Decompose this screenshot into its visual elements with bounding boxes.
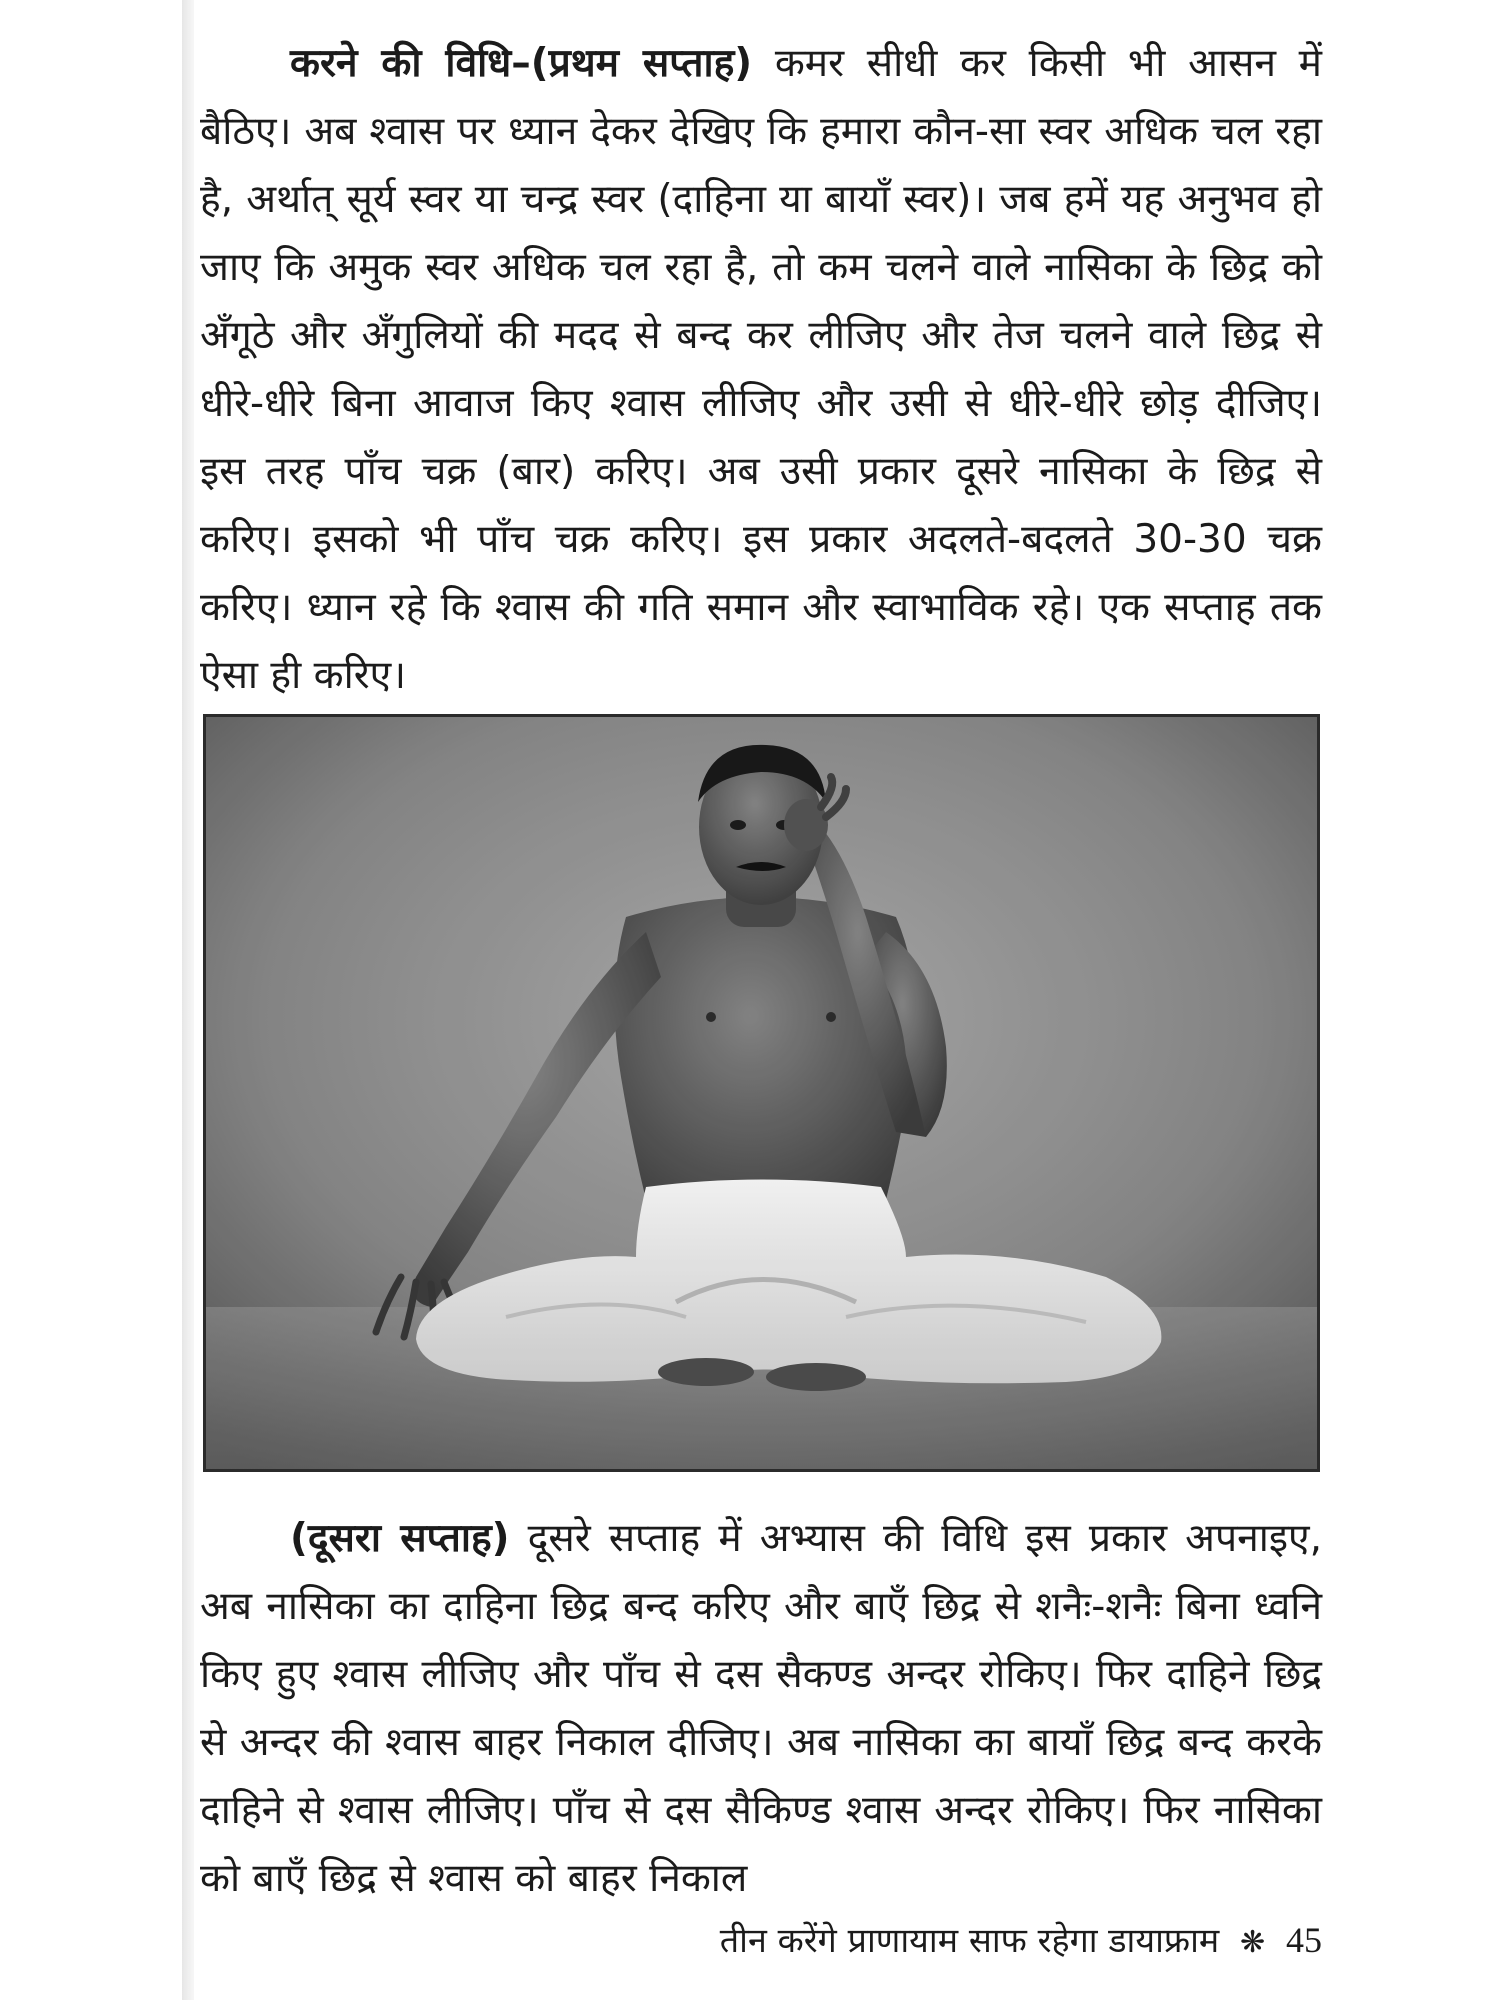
- paragraph-lead-heading: करने की विधि–(प्रथम सप्ताह): [290, 41, 753, 86]
- paragraph-body-text: दूसरे सप्ताह में अभ्यास की विधि इस प्रकार अपनाइए, अब नासिका का दाहिना छिद्र बन्द करिए और बाएँ छिद्र से शनैः-शनैः बिना ध्वनि किए हुए श्वास लीजिए और पाँच से दस सैकण्ड अन्दर रोकिए। फिर दाहिने छिद्र से अन्दर की श्वास बाहर निकाल दीजिए। अब नासिका का बायाँ छिद्र बन्द करके दाहिने से श्वास लीजिए। पाँच से दस सैकिण्ड श्वास अन्दर रोकिए। फिर नासिका को बाएँ छिद्र से श्वास को बाहर निकाल: [200, 1516, 1322, 1901]
- running-footer-title: तीन करेंगे प्राणायाम साफ रहेगा डायाफ्राम: [719, 1921, 1220, 1961]
- page-number: 45: [1286, 1920, 1322, 1960]
- seated-man-pranayama-illustration: [206, 717, 1317, 1469]
- paragraph-body-text: कमर सीधी कर किसी भी आसन में बैठिए। अब श्वास पर ध्यान देकर देखिए कि हमारा कौन-सा स्वर अधिक चल रहा है, अर्थात् सूर्य स्वर या चन्द्र स्वर (दाहिना या बायाँ स्वर)। जब हमें यह अनुभव हो जाए कि अमुक स्वर अधिक चल रहा है, तो कम चलने वाले नासिका के छिद्र को अँगूठे और अँगुलियों की मदद से बन्द कर लीजिए और तेज चलने वाले छिद्र से धीरे-धीरे बिना आवाज किए श्वास लीजिए और उसी से धीरे-धीरे छोड़ दीजिए। इस तरह पाँच चक्र (बार) करिए। अब उसी प्रकार दूसरे नासिका के छिद्र से करिए। इसको भी पाँच चक्र करिए। इस प्रकार अदलते-बदलते 30-30 चक्र करिए। ध्यान रहे कि श्वास की गति समान और स्वाभाविक रहे। एक सप्ताह तक ऐसा ही करिए।: [200, 41, 1322, 698]
- yoga-photo: [203, 714, 1320, 1472]
- page-gutter: [182, 0, 194, 2000]
- photo-halftone-tint: [206, 717, 1317, 1469]
- paragraph-lead-heading: (दूसरा सप्ताह): [290, 1516, 510, 1561]
- paragraph-first-week: [200, 30, 1322, 710]
- footer-separator-icon: ❋: [1240, 1925, 1266, 1960]
- paragraph-second-week: [200, 1505, 1322, 1913]
- page-footer: [200, 1916, 1322, 1962]
